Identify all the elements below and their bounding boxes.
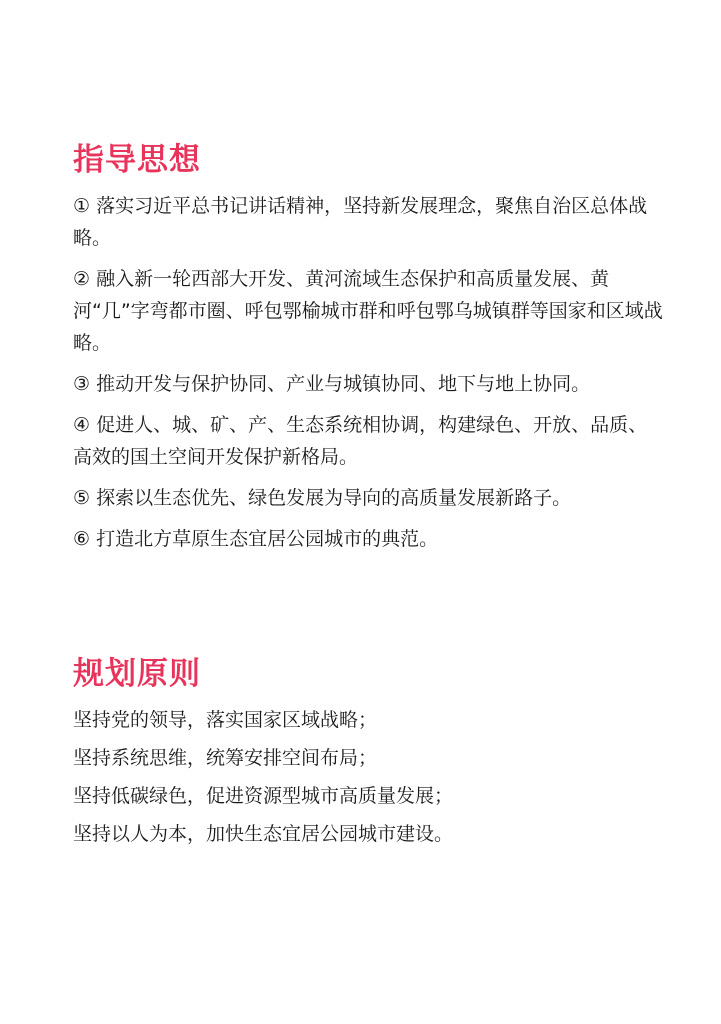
principle-item-2: 坚持系统思维，统筹安排空间布局； <box>73 747 378 769</box>
principle-item-1: 坚持党的领导，落实国家区域战略； <box>73 709 378 731</box>
planning-principles-section <box>73 654 663 856</box>
principle-item-3: 坚持低碳绿色，促进资源型城市高质量发展； <box>73 785 454 807</box>
planning-principles-heading: 规划原则 <box>73 656 201 692</box>
guiding-item-6: ⑥ 打造北方草原生态宜居公园城市的典范。 <box>73 528 439 550</box>
guiding-item-2: ② 融入新一轮西部大开发、黄河流域生态保护和高质量发展、黄河“几”字弯都市圈、呼包鄂榆城市群和呼包鄂乌城镇群等国家和区域战略。 <box>73 268 663 354</box>
guiding-thought-section <box>73 140 663 564</box>
guiding-item-5: ⑤ 探索以生态优先、绿色发展为导向的高质量发展新路子。 <box>73 487 572 509</box>
guiding-item-4: ④ 促进人、城、矿、产、生态系统相协调，构建绿色、开放、品质、高效的国土空间开发保护新格局。 <box>73 414 648 468</box>
guiding-thought-heading: 指导思想 <box>73 142 201 178</box>
guiding-item-1: ① 落实习近平总书记讲话精神，坚持新发展理念，聚焦自治区总体战略。 <box>73 195 648 249</box>
guiding-item-3: ③ 推动开发与保护协同、产业与城镇协同、地下与地上协同。 <box>73 373 591 395</box>
principle-item-4: 坚持以人为本，加快生态宜居公园城市建设。 <box>73 823 454 845</box>
